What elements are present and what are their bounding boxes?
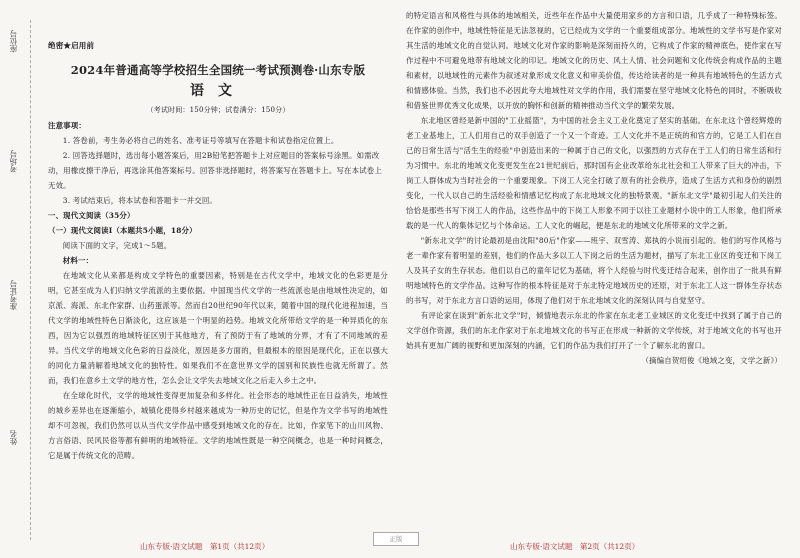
admission-label: 准考证号 — [9, 280, 18, 310]
instruction: 阅读下面的文字，完成1～5题。 — [62, 241, 172, 250]
source-citation: （摘编自贺绍俊《地域之变，文学之新》） — [641, 356, 782, 365]
binding-margin — [0, 0, 42, 558]
subject-title: 语文 — [190, 83, 246, 99]
seat-label: 座位号 — [9, 30, 18, 53]
right-page — [406, 8, 782, 368]
name-label: 姓名 — [9, 430, 18, 445]
authentic-stamp: 正版 — [373, 532, 419, 546]
paragraph: 在全球化时代，文学的地域性变得更加复杂和多样化。社会形态的地域性正在日益消失，地域性的城乡差异也在逐渐缩小，城镇化使得乡村越来越成为一种历史的记忆，但是作为文学书写的地域性却不可忽视，我们仍然可以从当代文学作品中感受到地域文化的存在。比如，作家笔下的山川风物、方言俗语、民风民俗等都有鲜明的地域特征。文学的地域性既是一种空间概念，也是一种时间概念，它是属于传统文化的范畴。 — [48, 391, 388, 460]
paragraph: 有评论家在谈到"新东北文学"时，倾情地表示东北的作家在东北老工业城区的文化变迁中找到了属于自己的文学创作资源，我们的东北作家对于东北地域文化的书写正在形成一种新的文学传统，对于地域文化的书写也开始具有更加广阔的视野和更加深刻的内涵，它们的作品为我们打开了一个了解东北的窗口。 — [406, 311, 782, 350]
material-label: 材料一： — [62, 256, 94, 265]
exam-meta: （考试时间：150分钟；试卷满分：150分） — [146, 106, 290, 114]
notice-item: 1. 答卷前，考生务必将自己的姓名、准考证号等填写在答题卡和试卷指定位置上。 — [62, 136, 339, 145]
confidential-mark: 绝密★启用前 — [48, 41, 95, 50]
left-page — [48, 8, 388, 463]
section-heading: 一、现代文阅读（35分） — [48, 211, 135, 220]
notice-item: 2. 回答选择题时，选出每小题答案后，用2B铅笔把答题卡上对应题目的答案标号涂黑。如需改动，用橡皮擦干净后，再选涂其他答案标号。回答非选择题时，将答案写在答题卡上。写在本试卷上无效。 — [48, 151, 382, 190]
notice-item: 3. 考试结束后，将本试卷和答题卡一并交回。 — [62, 196, 218, 205]
exam-title: 2024年普通高等学校招生全国统一考试预测卷·山东专版 — [70, 63, 366, 77]
paragraph: 在地域文化从来都是构成文学特色的重要因素，特别是在古代文学中，地域文化的色彩更是分明，它甚至成为人们归纳文学流派的主要依据。中国现当代文学的一些流派也是由地域性决定的，如京派、海派、东北作家群、山药蛋派等。然而自20世纪90年代以来，随着中国的现代化进程加速，当代文学的地域性特色日渐淡化，这应该是一个明显的趋势。地域文化所带给文学的是一种异质化的东西，因为它以强烈的地域特征区别于其他地方，有了预防于有了地域的分界，才有了不同地域的差异。当代文学的地域文化色彩的日益淡化，原因是多方面的，但最根本的原因是现代化，正在以强大的同化力量消解着地域文化的独特性。如果我们不在意世界文学的国别和民族性也就无所谓了。然而，我们在意乡土文学的地方性，怎么会让文学失去地域文化之后走入乡土之中。 — [48, 271, 388, 385]
paragraph: "新东北文学"的讨论最初是由沈阳"80后"作家——班宇、双雪涛、郑执的小说而引起的。他们的写作风格与老一辈作家有着明显的差别，他们的作品大多以工人下岗之后的生活为题材，描写了东北工业区的变迁和下岗工人及其子女的生存状态。他们以自己的童年记忆为基础，将个人经验与时代变迁结合起来，创作出了一批具有鲜明地域特色的文学作品。这种写作的根本特征是对于东北特定地域历史的还原，对于东北工人这一群体生存状态的书写，对于东北方言口语的运用，体现了他们对于东北地域文化的深刻认同与自觉坚守。 — [406, 236, 782, 305]
paragraph: 东北地区曾经是新中国的"工业摇篮"，为中国的社会主义工业化奠定了坚实的基础。在东北这个曾经辉煌的老工业基地上，工人们用自己的双手创造了一个又一个奇迹。工人文化并不是正统的和官方的，它是工人们在自己的日常生活与"活生生的经验"中创造出来的一种属于自己的文化，以强烈的方式存在于工人们的日常生活和行为习惯中。东北的地域文化变更发生在21世纪前后，那时国有企业改革给东北社会和工人带来了巨大的冲击，下岗工人群体成为当时社会的一个重要现象。下岗工人完全打破了原有的社会秩序，造成了生活方式和身份的剧烈变化，一代人以自己的生活经验和情感记忆构成了东北地域文化的独特景观。"新东北文学"最初引起人们关注的恰恰是那些书写下岗工人的作品，这些作品中的下岗工人形象不同于以往工业题材小说中的工人形象，他们所承载的是一代人的集体记忆与个体命运。工人文化的崛起，便是东北的地域文化所带来的文学之新。 — [406, 116, 782, 230]
footer-left: 山东专版·语文试题 第1页（共12页） — [140, 542, 270, 551]
paragraph: 的特定语言和风格性与具体的地域相关，近些年在作品中大量使用家乡的方言和口语，几乎成了一种特殊标签。在作家的创作中，地域性特征是无法忽视的，它已经成为文学的一个重要组成部分。地域性的文学书写是作家对其生活的地域文化的自觉认同。地域文化对作家的影响是深刻而持久的，它构成了作家的精神底色，使作家在写作过程中不可避免地带有地域文化的印记。地域文化的历史、风土人情、社会问题和文化传统会构成作品的主题和素材，以地域性的元素作为叙述对象形成文化意义和审美价值，传达给读者的是一种具有地域特色的生活方式和情感体验。当然，我们也不必因此夸大地域性对文学的作用，我们需要在坚守地域文化特色的同时，不断吸收和借鉴世界优秀文化成果，以开放的胸怀和创新的精神推动当代文学的繁荣发展。 — [406, 11, 782, 110]
subsection-heading: （一）现代文阅读Ⅰ（本题共5小题，18分） — [48, 226, 197, 235]
exam-room-label: 考场号 — [9, 150, 18, 173]
cut-line — [30, 20, 31, 540]
notice-title: 注意事项： — [48, 121, 86, 130]
footer-right: 山东专版·语文试题 第2页（共12页） — [510, 542, 640, 551]
